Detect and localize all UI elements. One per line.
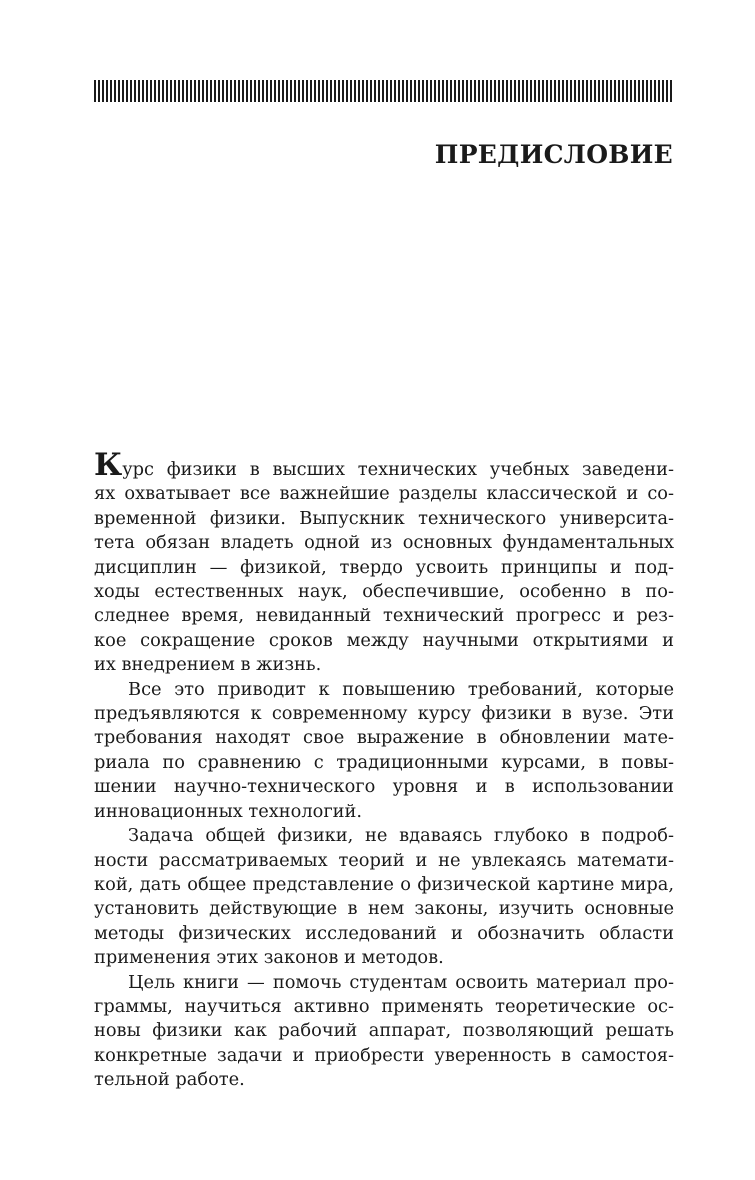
paragraph-line: риала по сравнению с традиционными курсами, в повы- [94, 751, 674, 773]
paragraph-line: требования находят свое выражение в обновлении мате- [94, 727, 674, 749]
paragraph-line: Задача общей физики, не вдаваясь глубоко в подроб- [128, 825, 674, 847]
paragraph-line: конкретные задачи и приобрести уверенность в самостоя- [94, 1044, 674, 1066]
paragraph-line: установить действующие в нем законы, изучить основные [94, 898, 674, 920]
paragraph-line: инновационных технологий. [94, 800, 363, 822]
paragraph-line: их внедрением в жизнь. [94, 654, 322, 676]
paragraph-line: шении научно-технического уровня и в использовании [94, 776, 674, 798]
paragraph-line-text: урс физики в высших технических учебных заведени- [122, 459, 674, 480]
paragraph-line: дисциплин — физикой, твердо усвоить принципы и под- [94, 556, 674, 578]
paragraph-line: методы физических исследований и обозначить области [94, 922, 674, 944]
paragraph-2 [94, 678, 674, 824]
paragraph-line: тета обязан владеть одной из основных фундаментальных [94, 532, 674, 554]
paragraph-line: предъявляются к современному курсу физики в вузе. Эти [94, 703, 674, 725]
paragraph-line [94, 447, 674, 483]
paragraph-line: граммы, научиться активно применять теоретические ос- [94, 995, 674, 1017]
paragraph-line: тельной работе. [94, 1069, 245, 1091]
drop-cap: К [94, 447, 123, 483]
paragraph-line: ях охватывает все важнейшие разделы классической и со- [94, 483, 674, 505]
paragraph-line: применения этих законов и методов. [94, 947, 444, 969]
paragraph-line: ности рассматриваемых теорий и не увлекаясь математи- [94, 849, 674, 871]
paragraph-1 [94, 447, 674, 678]
paragraph-line: Цель книги — помочь студентам освоить материал про- [128, 971, 674, 993]
paragraph-4 [94, 971, 674, 1093]
paragraph-line: временной физики. Выпускник технического университа- [94, 507, 674, 529]
paragraph-line: кой, дать общее представление о физической картине мира, [94, 873, 674, 895]
header-rule [94, 80, 674, 102]
page-title: ПРЕДИСЛОВИЕ [434, 140, 673, 169]
paragraph-line: новы физики как рабочий аппарат, позволяющий решать [94, 1020, 674, 1042]
paragraph-line: ходы естественных наук, обеспечившие, особенно в по- [94, 581, 674, 603]
paragraph-line: Все это приводит к повышению требований, которые [128, 678, 674, 700]
paragraph-3 [94, 824, 674, 970]
paragraph-line: кое сокращение сроков между научными открытиями и [94, 629, 674, 651]
preface-body [94, 447, 674, 1093]
paragraph-line: следнее время, невиданный технический прогресс и рез- [94, 605, 674, 627]
